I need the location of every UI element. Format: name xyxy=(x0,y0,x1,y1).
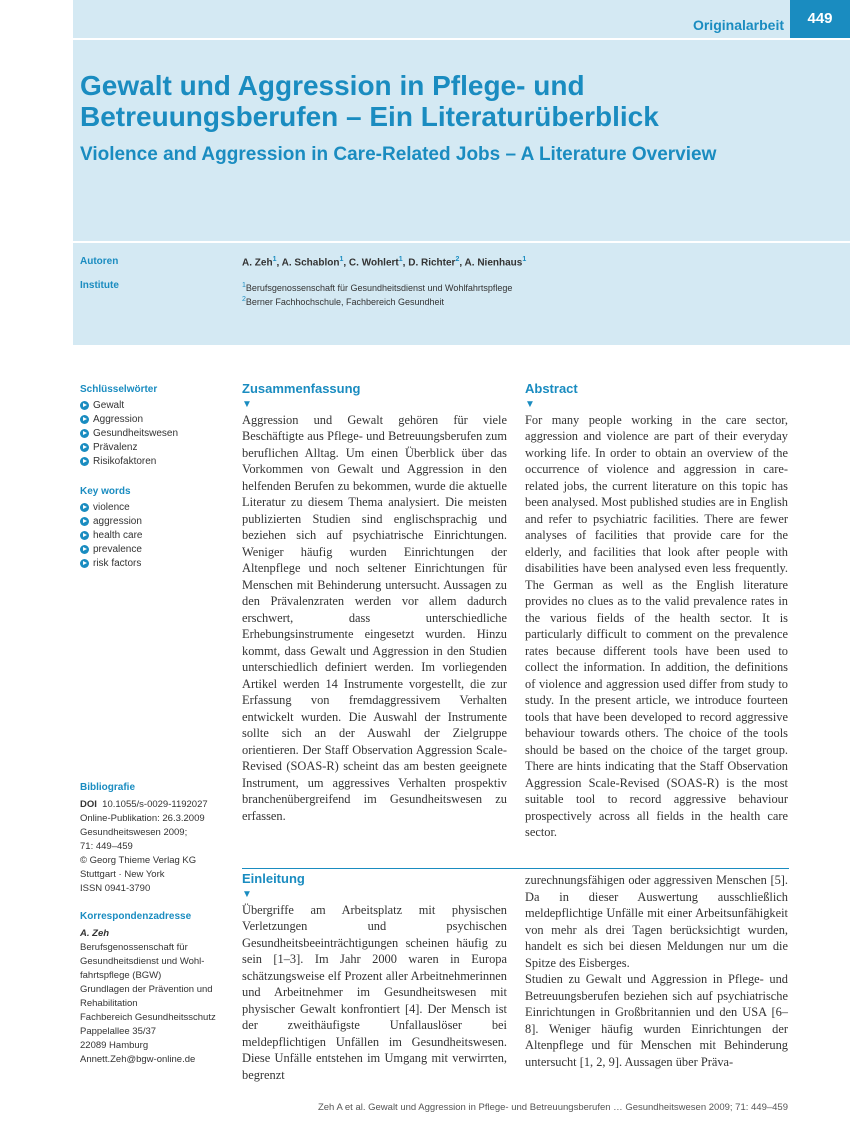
doi-line xyxy=(80,798,208,812)
keyword-item xyxy=(80,514,142,528)
doi-value[interactable]: 10.1055/s-0029-1192027 xyxy=(102,799,208,810)
address-line: 22089 Hamburg xyxy=(80,1040,149,1051)
bibliography-line: 71: 449–459 xyxy=(80,841,133,852)
zusammenfassung-text: Aggression und Gewalt gehören für viele Beschäftigte aus Pflege- und Betreuungsberufen zum beruflichen Alltag. Um einen Überblick über das Vorkommen von Gewalt und Aggression in den helfenden Berufen zu bekommen, wurde die aktuelle Literatur zu diesem Thema analysiert. Die meisten publizierten Studien sind englischsprachig und beziehen sich auf psychiatrische Einrichtungen. Weniger häufig wurden Einrichtungen der Altenpflege und noch seltener Einrichtungen für Menschen mit Behinderung untersucht. Aussagen zu den Prävalenzraten werden vor allem dadurch erschwert, dass unterschiedliche Erhebungsinstrumente eingesetzt wurden. Hinzu kommt, dass Gewalt und Aggression in den Studien unterschiedlich definiert werden. Im vorliegenden Artikel werden 14 Instrumente vorgestellt, die zur Erfassung von fremdaggressivem Verhalten entwickelt wurden. Die Auswahl der Instrumente sollte sich an der Auswahl der Zielgruppe orientieren. Der Staff Observation Aggression Scale-Revised (SOAS-R) scheint das am besten geeignete Instrument, um aggressives Verhalten prospektiv branchenübergreifend im Gesundheitswesen zu erfassen. xyxy=(242,412,507,823)
arrow-bullet-icon xyxy=(80,429,89,438)
header-divider xyxy=(73,38,850,40)
bibliography-line: © Georg Thieme Verlag KG xyxy=(80,855,197,866)
section-label: Originalarbeit xyxy=(692,17,784,33)
keyword-item xyxy=(80,528,142,542)
zusammenfassung-heading: Zusammenfassung xyxy=(242,381,361,396)
title-english: Violence and Aggression in Care-Related Jobs – A Literature Overview xyxy=(80,144,717,165)
institute-name: Berner Fachhochschule, Fachbereich Gesundheit xyxy=(245,297,445,307)
bibliography-line: Online-Publikation: 26.3.2009 xyxy=(80,813,205,824)
institute xyxy=(242,294,512,308)
keyword-text: prevalence xyxy=(93,543,142,555)
meta-divider xyxy=(73,241,850,243)
institute xyxy=(242,280,512,294)
einleitung-continued xyxy=(525,872,788,1070)
keywords-english-heading: Key words xyxy=(80,486,131,497)
keyword-item xyxy=(80,412,178,426)
author: A. Schablon xyxy=(281,257,340,269)
author: A. Zeh xyxy=(242,257,273,269)
arrow-bullet-icon xyxy=(80,415,89,424)
keyword-item xyxy=(80,500,142,514)
page-number: 449 xyxy=(790,0,850,38)
address-line: fahrtspflege (BGW) xyxy=(80,970,162,981)
arrow-bullet-icon xyxy=(80,503,89,512)
keywords-german xyxy=(80,384,178,468)
einleitung-paragraph: Studien zu Gewalt und Aggression in Pflege- und Betreuungsberufen beziehen sich auf psychiatrische Einrichtungen in Großbritannien und den USA [6–8]. Weniger häufig wurden Einrichtungen der Altenpflege und für Menschen mit Behinderung untersucht [1, 2, 9]. Aussagen über Präva- xyxy=(525,972,788,1069)
section-divider xyxy=(242,868,789,869)
keywords-german-heading: Schlüsselwörter xyxy=(80,384,158,395)
keyword-text: Aggression xyxy=(93,413,144,425)
keyword-text: violence xyxy=(93,501,130,513)
arrow-bullet-icon xyxy=(80,517,89,526)
address-line: Gesundheitsdienst und Wohl- xyxy=(80,956,205,967)
title-german-line-1: Gewalt und Aggression in Pflege- und xyxy=(80,70,585,101)
keyword-text: Gesundheitswesen xyxy=(93,427,179,439)
author: A. Nienhaus xyxy=(464,257,523,269)
arrow-bullet-icon xyxy=(80,443,89,452)
title-german xyxy=(80,70,820,132)
affiliation-marker: 1 xyxy=(398,256,403,263)
arrow-bullet-icon xyxy=(80,545,89,554)
title-german-line-2: Betreuungsberufen – Ein Literaturüberblick xyxy=(80,101,659,132)
address-line: Fachbereich Gesundheitsschutz xyxy=(80,1012,216,1023)
address-line: Pappelallee 35/37 xyxy=(80,1026,157,1037)
einleitung-section xyxy=(242,871,507,1083)
correspondence-address xyxy=(80,910,230,1067)
keyword-text: aggression xyxy=(93,515,142,527)
keyword-text: Risikofaktoren xyxy=(93,455,157,467)
keyword-text: risk factors xyxy=(93,557,142,569)
keyword-item xyxy=(80,454,178,468)
affiliation-marker: 1 xyxy=(522,256,527,263)
keyword-item xyxy=(80,426,178,440)
institute-list xyxy=(242,280,512,308)
affiliation-marker: 1 xyxy=(272,256,277,263)
arrow-bullet-icon xyxy=(80,401,89,410)
arrow-bullet-icon xyxy=(80,531,89,540)
address-line: Rehabilitation xyxy=(80,998,138,1009)
affiliation-marker: 1 xyxy=(242,282,246,289)
einleitung-text: Übergriffe am Arbeitsplatz mit physischen Verletzungen und psychischen Gesundheitsbeeinträchtigungen scheinen häufig zu sein [1–3]. Im Jahr 2000 waren in Europa schätzungsweise elf Prozent aller Arbeitnehmerinnen und Arbeitnehmer im Gesundheitswesen mit physischer Gewalt konfrontiert [4]. Der Mensch ist der zweithäufigste Unfallauslöser bei meldepflichtigen Unfällen im Gesundheitswesen. Diese Unfälle entstehen im Umgang mit verwirrten, begrenzt xyxy=(242,902,507,1082)
keyword-text: health care xyxy=(93,529,143,541)
email-link[interactable]: Annett.Zeh@bgw-online.de xyxy=(80,1054,196,1065)
bibliography-line: Gesundheitswesen 2009; xyxy=(80,827,188,838)
address-line: Berufsgenossenschaft für xyxy=(80,942,188,953)
down-arrow-icon: ▼ xyxy=(242,888,252,900)
author-list: A. Zeh$^1$, A. Schablon$^1$, C. Wohlert$^1$, D. Richter$^2$, A. Nienhaus$^1$ xyxy=(242,256,527,269)
abstract-text: For many people working in the care sector, aggression and violence are part of their everyday working life. In order to obtain an overview of the occurrence of violence and aggression in care-related jobs, the current literature on this topic has been analysed. Most published studies are in English and refer to psychiatric facilities. There are fewer analyses of facilities that provide care for the elderly, and facilities that look after people with disabilities have been analysed even less frequently. The German as well as the English literature provides no clues as to the valid prevalence rates in the various fields of the health sector. It is particularly difficult to comment on the prevalence rates because different tools have been used to collect the information. In addition, the definitions of violence and aggression used differ from study to study. In the present article, we introduce fourteen tools that have been developed to record aggressive behaviour towards others. The choice of the tools should be based on the choice of the target group. There are hints indicating that the Staff Observation Aggression Scale-Revised (SOAS-R) is the most suitable tool to record aggressive behaviour prospectively across all fields in the health care sector. xyxy=(525,412,788,839)
bibliography-line: ISSN 0941-3790 xyxy=(80,883,151,894)
abstract-heading: Abstract xyxy=(525,381,578,396)
keywords-english xyxy=(80,486,142,570)
institutes-label: Institute xyxy=(80,280,119,291)
correspondence-name: A. Zeh xyxy=(80,928,110,939)
keyword-text: Gewalt xyxy=(93,399,125,411)
authors-label: Autoren xyxy=(80,256,119,267)
bibliography-heading: Bibliografie xyxy=(80,782,136,793)
affiliation-marker: 2 xyxy=(242,296,246,303)
footer-citation: Zeh A et al. Gewalt und Aggression in Pflege- und Betreuungsberufen … Gesundheitswesen 2009; 71: 449–459 xyxy=(317,1102,788,1113)
bibliography-line: Stuttgart · New York xyxy=(80,869,165,880)
zusammenfassung-section xyxy=(242,381,507,824)
affiliation-marker: 2 xyxy=(455,256,460,263)
down-arrow-icon: ▼ xyxy=(525,398,535,410)
address-line: Grundlagen der Prävention und xyxy=(80,984,213,995)
doi-label: DOI xyxy=(80,799,97,810)
bibliography xyxy=(80,781,208,896)
arrow-bullet-icon xyxy=(80,559,89,568)
author: C. Wohlert xyxy=(348,257,399,269)
down-arrow-icon: ▼ xyxy=(242,398,252,410)
keyword-item xyxy=(80,440,178,454)
einleitung-heading: Einleitung xyxy=(242,871,305,886)
affiliation-marker: 1 xyxy=(339,256,344,263)
einleitung-paragraph: zurechnungsfähigen oder aggressiven Menschen [5]. Da in dieser Auswertung ausschließlich meldepflichtige Unfälle mit einer Arbeitsunfähigkeit von mehr als drei Tagen berücksichtigt wurden, handelt es sich bei diesen Meldungen nur um die Spitze des Eisberges. xyxy=(525,873,788,970)
correspondence-heading: Korrespondenzadresse xyxy=(80,911,192,922)
abstract-section xyxy=(525,381,788,841)
arrow-bullet-icon xyxy=(80,457,89,466)
author: D. Richter xyxy=(408,257,456,269)
keyword-item xyxy=(80,556,142,570)
keyword-item xyxy=(80,542,142,556)
institute-name: Berufsgenossenschaft für Gesundheitsdienst und Wohlfahrtspflege xyxy=(245,283,513,293)
keyword-item xyxy=(80,398,178,412)
keyword-text: Prävalenz xyxy=(93,441,138,453)
